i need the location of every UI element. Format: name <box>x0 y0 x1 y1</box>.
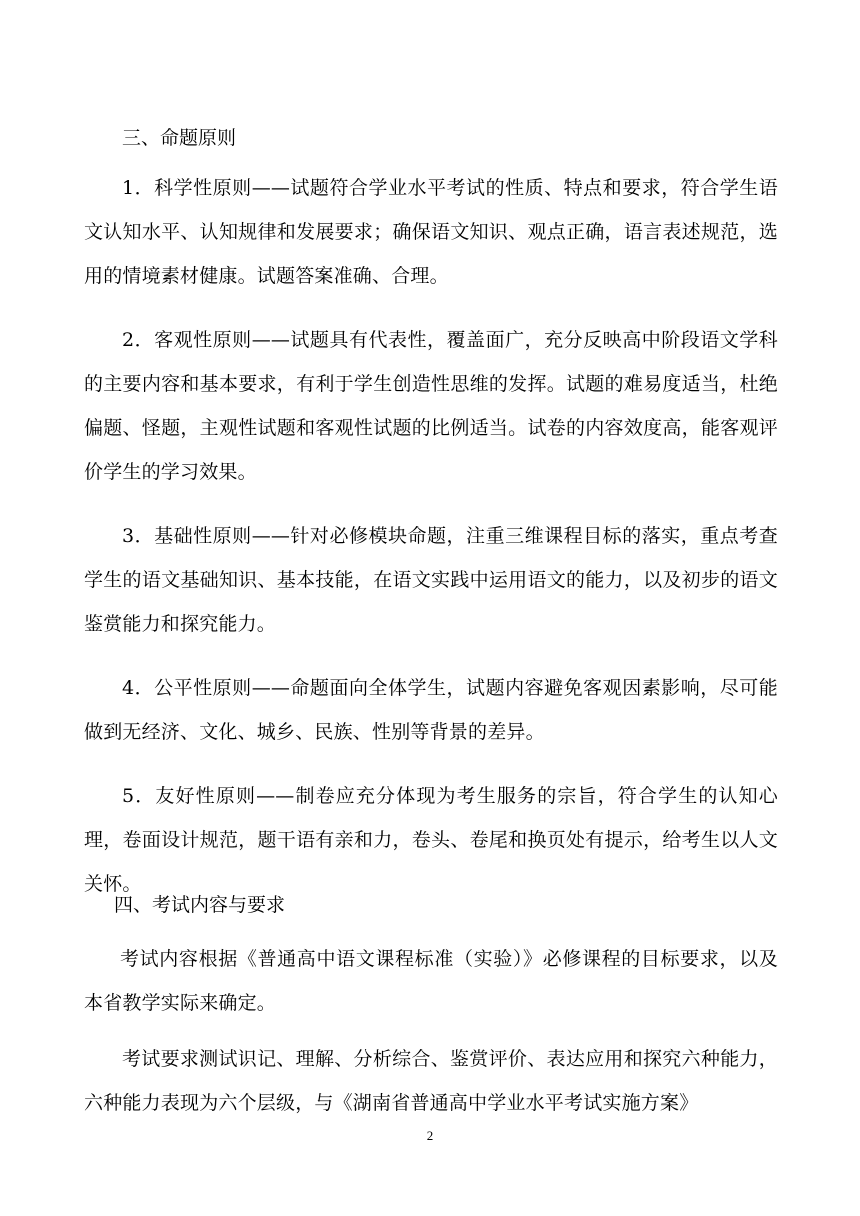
paragraph-fundamental-principle: 3．基础性原则——针对必修模块命题，注重三维课程目标的落实，重点考查学生的语文基础知识、基本技能，在语文实践中运用语文的能力，以及初步的语文鉴赏能力和探究能力。 <box>84 525 778 635</box>
paragraph-objective-principle: 2．客观性原则——试题具有代表性，覆盖面广，充分反映高中阶段语文学科的主要内容和基本要求，有利于学生创造性思维的发挥。试题的难易度适当，杜绝偏题、怪题，主观性试题和客观性试题的比例适当。试卷的内容效度高，能客观评价学生的学习效果。 <box>84 329 778 483</box>
paragraph-exam-requirements: 考试要求测试识记、理解、分析综合、鉴赏评价、表达应用和探究六种能力，六种能力表现为六个层级，与《湖南省普通高中学业水平考试实施方案》 <box>84 1048 778 1114</box>
page-number: 2 <box>426 1128 434 1143</box>
paragraph-exam-content: 考试内容根据《普通高中语文课程标准（实验）》必修课程的目标要求，以及本省教学实际来确定。 <box>84 948 778 1014</box>
section-heading-content-requirements: 四、考试内容与要求 <box>114 894 286 916</box>
paragraph-scientific-principle: 1．科学性原则——试题符合学业水平考试的性质、特点和要求，符合学生语文认知水平、认知规律和发展要求；确保语文知识、观点正确，语言表述规范，选用的情境素材健康。试题答案准确、合理。 <box>84 177 778 287</box>
paragraph-fairness-principle: 4．公平性原则——命题面向全体学生，试题内容避免客观因素影响，尽可能做到无经济、文化、城乡、民族、性别等背景的差异。 <box>84 677 778 743</box>
paragraph-friendliness-principle: 5．友好性原则——制卷应充分体现为考生服务的宗旨，符合学生的认知心理，卷面设计规范，题干语有亲和力，卷头、卷尾和换页处有提示，给考生以人文关怀。 <box>84 785 778 895</box>
section-heading-principles: 三、命题原则 <box>122 127 237 149</box>
